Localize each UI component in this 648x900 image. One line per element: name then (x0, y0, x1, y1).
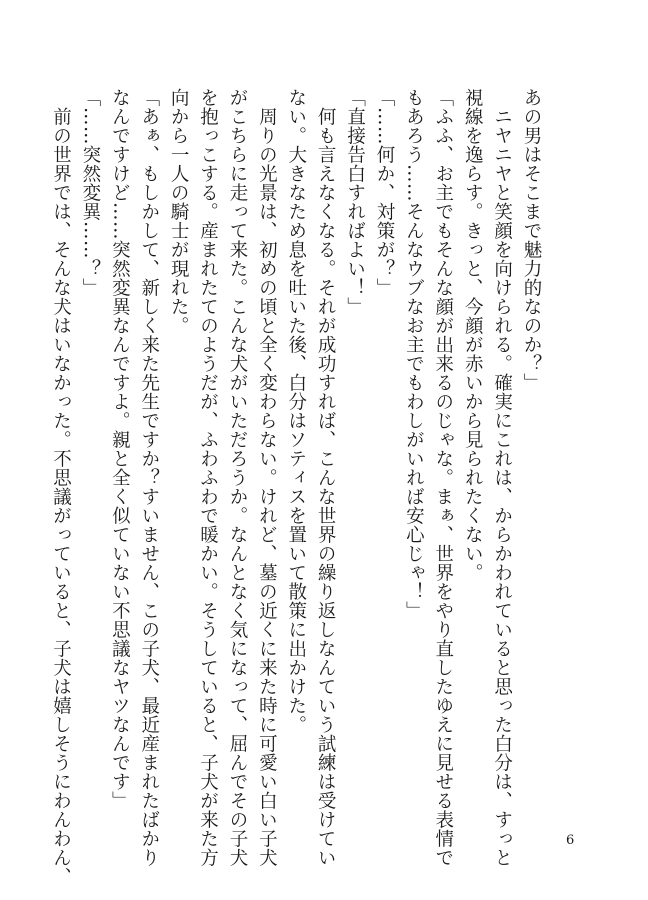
page-number: 6 (566, 833, 575, 848)
text-line: 「……何か、対策が？」 (373, 88, 395, 297)
text-line: 視線を逸らす。きっと、今顔が赤いから見られたくない。 (462, 88, 484, 582)
vertical-text-body (46, 88, 546, 886)
text-line: あの男はそこまで魅力的なのか？」 (521, 88, 542, 392)
text-line: ない。大きなため息を吐いた後、白分はソティスを置いて散策に出かけた。 (285, 88, 307, 734)
text-line: 前の世界では、そんな犬はいなかった。不思議がっていると、子犬は嬉しそうにわんわん、 (50, 88, 72, 886)
text-line: 「ふふ、お主でもそんな顔が出来るのじゃな。まぁ、世界をやり直したゆえに見せる表情で (432, 88, 454, 867)
text-line: を抱っこする。産まれたてのようだが、ふわふわで暖かい。そうしていると、子犬が来た方 (197, 88, 219, 867)
text-line: 周りの光景は、初めの頃と全く変わらない。けれど、墓の近くに来た時に可愛い白い子犬 (256, 88, 278, 867)
text-line: 「あぁ、もしかして、新しく来た先生ですか？すいません、この子犬、最近産まれたばかり (138, 88, 160, 867)
text-line: もあろう……そんなウブなお主でもわしがいれば安心じゃ！」 (403, 88, 425, 620)
text-line: 何も言えなくなる。それが成功すれば、こんな世界の繰り返しなんていう試練は受けてい (315, 88, 337, 867)
text-line: 「直接告白すればよい！」 (344, 88, 366, 316)
text-line: ニヤニヤと笑顔を向けられる。確実にこれは、からかわれていると思った白分は、すっと (491, 88, 513, 867)
text-line: なんですけど……突然変異なんですよ。親と全く似ていない不思議なヤツなんです」 (109, 88, 131, 810)
text-line: 向から一人の騎士が現れた。 (168, 88, 190, 335)
text-line: 「……突然変異……？」 (79, 88, 101, 297)
text-line: がこちらに走って来た。こんな犬がいただろうか。なんとなく気になって、屈んでその子犬 (226, 88, 248, 867)
